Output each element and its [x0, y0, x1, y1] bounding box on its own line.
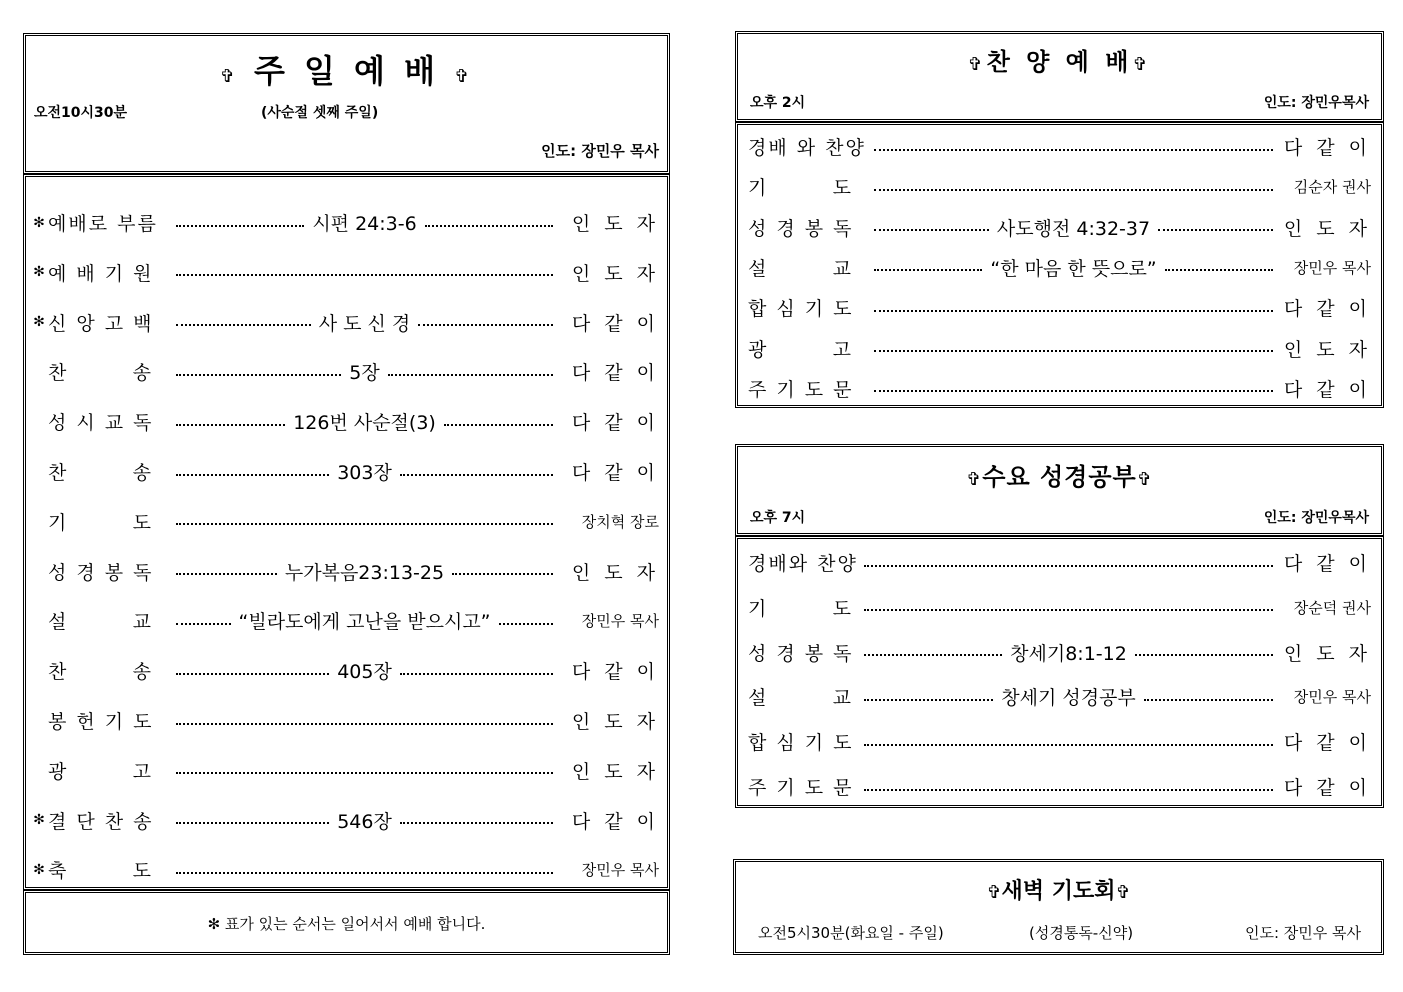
dotted-leader	[176, 607, 553, 634]
order-responsible: 인 도 자	[1283, 217, 1371, 240]
order-content: 사 도 신 경	[318, 312, 411, 335]
order-content: 누가복음23:13-25	[284, 561, 445, 584]
order-responsible: 장민우 목사	[1293, 688, 1371, 707]
wednesday-title: ✞수요 성경공부✞	[966, 463, 1153, 491]
order-label: 경배와 찬양	[748, 553, 858, 575]
order-label: 성 경 봉 독	[48, 561, 154, 584]
dotted-leader	[864, 639, 1273, 666]
dotted-leader	[176, 520, 553, 522]
sunday-order-row	[30, 607, 659, 634]
order-label: 설 교	[748, 687, 854, 710]
order-content: 546장	[337, 810, 392, 833]
standing-mark: ✻	[33, 812, 45, 829]
cross-icon: ✞	[967, 54, 987, 75]
order-responsible: 장민우 목사	[581, 612, 659, 631]
wednesday-time: 오후 7시	[750, 510, 806, 526]
order-content: “한 마음 한 뜻으로”	[990, 257, 1157, 280]
sunday-header-box	[23, 33, 670, 174]
order-responsible: 인 도 자	[571, 262, 659, 285]
order-responsible: 다 같 이	[571, 312, 659, 335]
sunday-order-row	[30, 209, 659, 236]
dotted-leader	[176, 271, 553, 273]
order-responsible: 다 같 이	[571, 462, 659, 484]
sunday-title: ✞ 주 일 예 배 ✞	[219, 52, 474, 90]
order-responsible: 다 같 이	[571, 810, 659, 833]
dotted-leader	[864, 606, 1273, 608]
order-label: 합 심 기 도	[748, 298, 854, 321]
praise-order-row	[748, 294, 1371, 321]
dotted-leader	[176, 558, 553, 585]
order-label: 찬 송	[48, 661, 154, 684]
cross-icon: ✞	[966, 469, 983, 490]
dawn-title: ✞새벽 기도회✞	[986, 879, 1131, 904]
sunday-season: (사순절 셋째 주일)	[261, 105, 379, 121]
order-label: 예 배 기 원	[48, 262, 154, 285]
dawn-reading: (성경통독-신약)	[1029, 924, 1134, 942]
order-content: 사도행전 4:32-37	[996, 217, 1151, 240]
order-content: 303장	[337, 462, 392, 484]
dotted-leader	[176, 807, 553, 834]
praise-title: ✞찬 양 예 배✞	[967, 48, 1152, 76]
sunday-order-box	[23, 174, 670, 890]
order-responsible: 장민우 목사	[581, 861, 659, 880]
sunday-order-row	[30, 707, 659, 734]
standing-mark: ✻	[33, 861, 45, 878]
sunday-order-row	[30, 558, 659, 585]
cross-icon: ✞	[1115, 882, 1131, 903]
dotted-leader	[864, 741, 1273, 743]
cross-icon: ✞	[1132, 54, 1152, 75]
praise-order-row	[748, 335, 1371, 362]
order-label: 결 단 찬 송	[48, 810, 154, 833]
order-responsible: 장순덕 권사	[1293, 598, 1371, 617]
cross-icon: ✞	[986, 882, 1002, 903]
dotted-leader	[874, 307, 1273, 309]
praise-order-row	[748, 133, 1371, 160]
order-label: 광 고	[48, 760, 154, 783]
praise-time: 오후 2시	[750, 95, 806, 111]
order-label: 축 도	[48, 860, 154, 883]
praise-order-row	[748, 254, 1371, 281]
order-label: 주 기 도 문	[748, 777, 854, 799]
order-label: 찬 송	[48, 362, 154, 385]
praise-order-row	[748, 173, 1371, 200]
order-label: 성 경 봉 독	[748, 217, 854, 240]
dotted-leader	[176, 769, 553, 771]
sunday-order-row	[30, 508, 659, 535]
order-content: 창세기8:1-12	[1010, 642, 1127, 665]
dotted-leader	[176, 209, 553, 236]
order-content: 창세기 성경공부	[1001, 687, 1136, 710]
standing-mark: ✻	[33, 314, 45, 331]
order-label: 주 기 도 문	[748, 378, 854, 401]
order-label: 기 도	[48, 511, 154, 534]
order-label: 경배 와 찬양	[748, 137, 866, 159]
dotted-leader	[176, 720, 553, 722]
dotted-leader	[874, 347, 1273, 349]
sunday-order-row	[30, 657, 659, 684]
order-responsible: 김순자 권사	[1293, 178, 1371, 197]
order-label: 찬 송	[48, 462, 154, 484]
dotted-leader	[874, 254, 1273, 281]
order-responsible: 다 같 이	[571, 412, 659, 435]
order-responsible: 다 같 이	[1283, 553, 1371, 575]
dawn-time: 오전5시30분(화요일 - 주일)	[758, 924, 944, 942]
dotted-leader	[874, 186, 1273, 188]
order-content: 126번 사순절(3)	[293, 412, 436, 435]
wednesday-order-row	[748, 683, 1371, 710]
order-responsible: 다 같 이	[571, 362, 659, 385]
sunday-note-box	[23, 890, 670, 955]
order-responsible: 인 도 자	[571, 561, 659, 584]
praise-leader: 인도: 장민우목사	[1263, 95, 1369, 111]
praise-order-row	[748, 214, 1371, 241]
dotted-leader	[176, 458, 553, 485]
order-label: 설 교	[48, 611, 154, 634]
dotted-leader	[874, 214, 1273, 241]
dotted-leader	[176, 869, 553, 871]
order-label: 설 교	[748, 257, 854, 280]
order-label: 신 앙 고 백	[48, 312, 154, 335]
order-label: 광 고	[748, 338, 854, 361]
order-label: 성 경 봉 독	[748, 642, 854, 665]
order-responsible: 다 같 이	[1283, 298, 1371, 321]
sunday-time: 오전10시30분	[34, 105, 128, 121]
sunday-order-row	[30, 856, 659, 883]
wednesday-order-row	[748, 639, 1371, 666]
cross-icon: ✞	[219, 66, 239, 87]
order-content: 시편 24:3-6	[312, 213, 417, 235]
order-content: 405장	[337, 661, 392, 684]
sunday-order-row	[30, 458, 659, 485]
dotted-leader	[874, 387, 1273, 389]
cross-icon: ✞	[454, 66, 474, 87]
order-responsible: 장민우 목사	[1293, 258, 1371, 277]
order-label: 성 시 교 독	[48, 412, 154, 435]
wednesday-header-box	[735, 444, 1384, 536]
sunday-order-row	[30, 807, 659, 834]
wednesday-order-box	[735, 536, 1384, 808]
standing-mark: ✻	[33, 214, 45, 231]
order-content: “빌라도에게 고난을 받으시고”	[238, 611, 491, 634]
praise-order-row	[748, 375, 1371, 402]
sunday-order-row	[30, 408, 659, 435]
order-responsible: 인 도 자	[571, 213, 659, 235]
order-responsible: 다 같 이	[1283, 137, 1371, 159]
sunday-order-row	[30, 757, 659, 784]
order-responsible: 다 같 이	[1283, 732, 1371, 755]
dotted-leader	[176, 358, 553, 385]
praise-order-box	[735, 122, 1384, 408]
order-responsible: 인 도 자	[571, 711, 659, 733]
order-responsible: 인 도 자	[571, 760, 659, 783]
wednesday-order-row	[748, 728, 1371, 755]
order-content: 5장	[349, 362, 380, 385]
dotted-leader	[864, 562, 1273, 564]
order-responsible: 다 같 이	[1283, 777, 1371, 799]
sunday-order-row	[30, 259, 659, 286]
order-label: 기 도	[748, 597, 854, 620]
order-responsible: 다 같 이	[1283, 378, 1371, 401]
dotted-leader	[176, 408, 553, 435]
sunday-note: ✻ 표가 있는 순서는 일어서서 예배 합니다.	[207, 915, 486, 933]
sunday-order-row	[30, 309, 659, 336]
order-label: 봉 헌 기 도	[48, 711, 154, 733]
order-responsible: 장치혁 장로	[581, 512, 659, 531]
order-label: 기 도	[748, 177, 854, 200]
wednesday-order-row	[748, 594, 1371, 621]
dotted-leader	[176, 309, 553, 336]
wednesday-order-row	[748, 773, 1371, 800]
dawn-leader: 인도: 장민우 목사	[1244, 924, 1361, 942]
order-label: 합 심 기 도	[748, 732, 854, 755]
cross-icon: ✞	[1136, 469, 1153, 490]
wednesday-order-row	[748, 549, 1371, 576]
wednesday-leader: 인도: 장민우목사	[1263, 510, 1369, 526]
standing-mark: ✻	[33, 264, 45, 281]
order-responsible: 인 도 자	[1283, 642, 1371, 665]
dotted-leader	[864, 786, 1273, 788]
dawn-box	[733, 859, 1384, 955]
dotted-leader	[864, 683, 1273, 710]
sunday-leader: 인도: 장민우 목사	[541, 142, 659, 160]
dotted-leader	[874, 146, 1273, 148]
sunday-order-row	[30, 358, 659, 385]
order-responsible: 다 같 이	[571, 661, 659, 684]
order-label: 예배로 부름	[48, 213, 158, 235]
order-responsible: 인 도 자	[1283, 338, 1371, 361]
praise-header-box	[735, 31, 1384, 122]
dotted-leader	[176, 657, 553, 684]
